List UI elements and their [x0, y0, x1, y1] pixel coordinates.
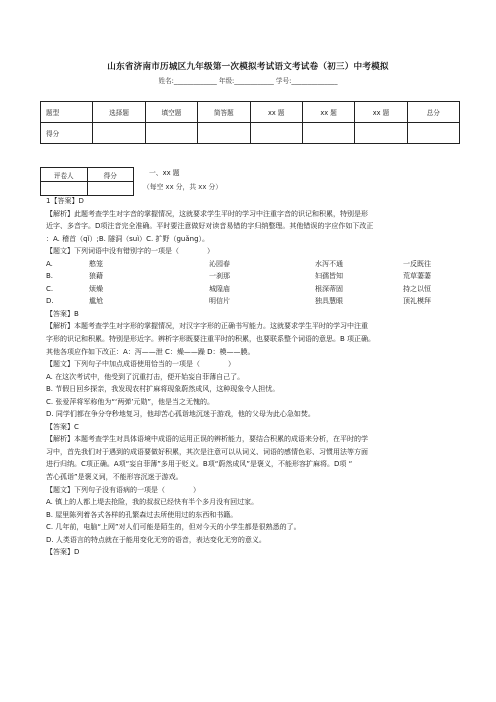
- option-word: 尴尬: [89, 297, 103, 306]
- score-cell[interactable]: [93, 123, 145, 144]
- section-subtitle: （每空 xx 分，共 xx 分）: [143, 183, 223, 191]
- option-letter: D.: [46, 297, 54, 306]
- analysis-line: 进行归纳。C项正确。A项“妄自菲薄”多用于贬义。B项“蔚然成风”是褒义，不能形容扩麻将。D项 “: [46, 460, 353, 469]
- option-word: 城隍庙: [209, 284, 230, 293]
- analysis-line: 苦心孤诣”是褒义词，不能形容沉迷于游戏。: [46, 473, 183, 482]
- option-word: 沁园春: [209, 259, 230, 268]
- option-line: B. 节假日回乡探亲，我发现农村扩麻将现象蔚然成风，这种现象令人担忧。: [46, 385, 280, 394]
- option-row: [46, 270, 460, 283]
- score-value-row: [41, 123, 460, 144]
- question-body: [46, 195, 460, 559]
- option-line: D. 同学们都在争分夺秒地复习，他却苦心孤诣地沉迷于游戏，他的父母为此心急如焚。: [46, 410, 315, 419]
- option-line: A. 在这次考试中，他受到了沉重打击，便开始妄自菲薄自己了。: [46, 372, 245, 381]
- option-word: 狼藉: [89, 272, 103, 281]
- score-header-cell: 题型: [41, 102, 93, 123]
- analysis-line: 字形的识记和积累。特别是形近字。辨析字形既要注重平时的积累，也要联系整个词语的意思。B 项正确。: [46, 335, 376, 344]
- analysis-line: 其他各项应作如下改正：A：泻——泄 C：燥——躁 D：模——膜。: [46, 347, 255, 356]
- score-header-row: [41, 102, 460, 123]
- option-line: D. 人类语言的特点就在于能用变化无穷的语音，表达变化无穷的意义。: [46, 535, 266, 544]
- option-word: 烦燥: [89, 284, 103, 293]
- option-letter: B.: [46, 272, 54, 281]
- analysis-line: 习中，首先我们对于遇到的成语要做好积累，其次是注意可以从词义、词语的感情色彩、习惯用法等方面: [46, 447, 368, 456]
- analysis-line: 【解析】本题考查学生对具体语境中成语的运用正误的辨析能力，要结合积累的成语来分析，在平时的学: [46, 435, 368, 444]
- answer-line: 【答案】C: [46, 422, 79, 431]
- option-word: 顶礼模拜: [403, 297, 431, 306]
- grader-score-cell[interactable]: [87, 182, 134, 196]
- student-info-line: 姓名:_____________ 年级:____________ 学号:______________: [158, 77, 338, 85]
- grader-cell[interactable]: [41, 182, 88, 196]
- score-header-cell: xx 题: [250, 102, 302, 123]
- answer-line: 1【答案】D: [46, 197, 84, 205]
- grader-table: [40, 167, 134, 196]
- score-header-cell: 简答题: [198, 102, 250, 123]
- section-title: 一、xx 题: [149, 169, 180, 177]
- option-row: [46, 258, 460, 271]
- option-line: C. 几年前，电脑“上网”对人们可能是陌生的，但对今天的小学生都是很熟悉的了。: [46, 523, 301, 532]
- option-word: 水泻不通: [315, 259, 343, 268]
- option-letter: A.: [46, 259, 53, 268]
- option-word: 持之以恒: [403, 284, 431, 293]
- grader-label: 评卷人: [41, 168, 88, 182]
- grader-header-row: [41, 168, 134, 182]
- option-line: A. 镇上的人都上堤去抢险，我的叔叔已经快有半个多月没有回过家。: [46, 498, 259, 507]
- score-cell[interactable]: [198, 123, 250, 144]
- option-word: 根深蒂固: [315, 284, 343, 293]
- analysis-line: 【解析】本题考查学生对字形的掌握情况，对汉字字形的正确书写能力。这就要求学生平时的学习中注重: [46, 322, 368, 331]
- score-cell[interactable]: [407, 123, 459, 144]
- option-word: 一刹那: [209, 272, 230, 281]
- option-line: C. 张爱萍将军称他为“‘两弹’元勋”，他是当之无愧的。: [46, 397, 215, 406]
- score-header-cell: 总分: [407, 102, 459, 123]
- option-line: B. 屋里陈列着各式各样的孔繁森过去所使用过的东西和书籍。: [46, 510, 238, 519]
- score-header-cell: xx 题: [302, 102, 354, 123]
- score-header-cell: 填空题: [145, 102, 197, 123]
- option-word: 明信片: [209, 297, 230, 306]
- option-word: 妇孺皆知: [315, 272, 343, 281]
- option-row: [46, 295, 460, 308]
- answer-line: 【答案】D: [46, 548, 80, 557]
- option-word: 憨笼: [89, 259, 103, 268]
- analysis-line: 【解析】此题考查学生对字音的掌握情况，这就要求学生平时的学习中注重字音的识记和积累，特别是形: [46, 209, 368, 218]
- score-header-cell: 选择题: [93, 102, 145, 123]
- option-letter: C.: [46, 284, 54, 293]
- score-header-cell: xx 题: [355, 102, 407, 123]
- question-stem: 【题文】下列句子中加点成语使用恰当的一项是（ ）: [46, 360, 235, 369]
- option-word: 荒草萋萋: [403, 272, 431, 281]
- analysis-line: 近字、多音字。D项注音完全准确。平时要注意做好对读音易错的字归纳整理。其他错误的字应作如下改正: [46, 222, 374, 231]
- answer-line: 【答案】B: [46, 309, 79, 318]
- score-cell[interactable]: [250, 123, 302, 144]
- score-cell[interactable]: [302, 123, 354, 144]
- exam-title: 山东省济南市历城区九年级第一次模拟考试语文考试卷（初三）中考模拟: [107, 62, 389, 72]
- question-stem: 【题文】下列句子没有语病的一项是（ ）: [46, 485, 200, 494]
- grader-score-label: 得分: [87, 168, 134, 182]
- option-word: 独具慧眼: [315, 297, 343, 306]
- score-cell[interactable]: [355, 123, 407, 144]
- question-stem: 【题文】下列词语中没有错别字的一项是（ ）: [46, 247, 214, 256]
- analysis-line: ：A. 稽首（qǐ）;B. 隧洞（suì）C. 扩野（guǎng）。: [46, 234, 210, 243]
- score-table: [40, 101, 460, 144]
- score-row-label: 得分: [41, 123, 93, 144]
- option-row: [46, 283, 460, 296]
- option-word: 一反既往: [403, 259, 431, 268]
- score-cell[interactable]: [145, 123, 197, 144]
- grader-value-row: [41, 182, 134, 196]
